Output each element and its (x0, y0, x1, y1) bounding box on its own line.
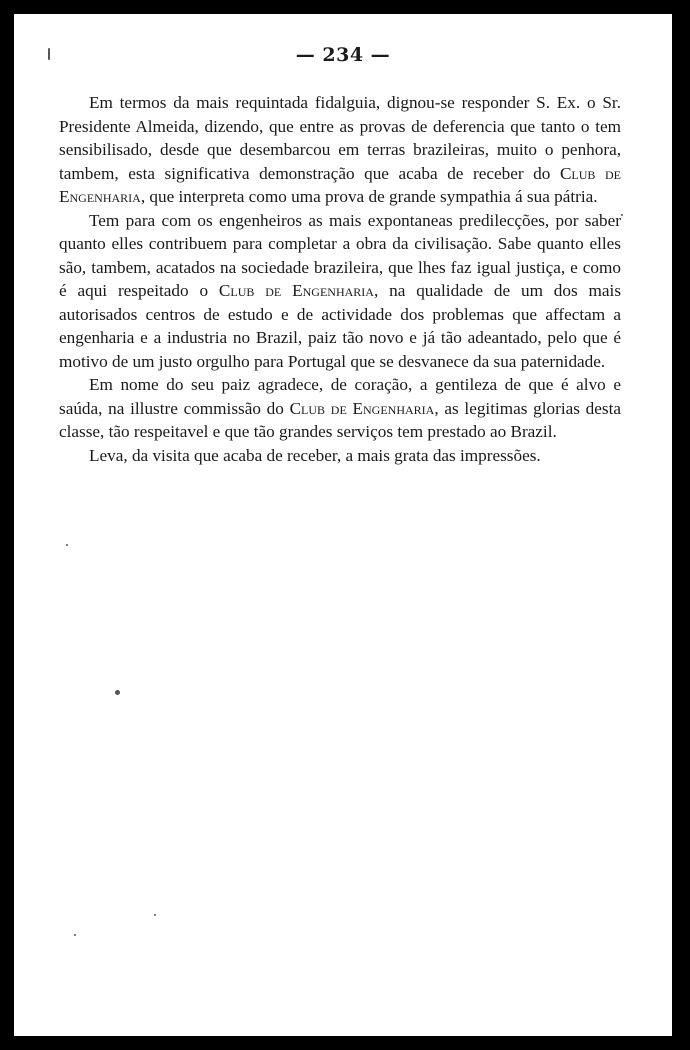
paragraph-4 (59, 444, 621, 468)
paragraph-text: , que interpreta como uma prova de grande sympathia á sua pátria. (140, 187, 598, 206)
paragraph-text: Tem para com os engenheiros as mais expontaneas predilecções, por saber quanto elles contribuem para completar a obra da civilisação. Sabe quanto elles são, tambem, acatados na sociedade brazileira, que lhes faz igual justiça, e como é aqui respeitado o (59, 210, 621, 300)
paragraph-text: Leva, da visita que acaba de receber, a mais grata das impressões. (89, 445, 541, 465)
paragraph-3 (59, 373, 621, 444)
page-number: — 234 — (295, 44, 391, 66)
paragraph-text: , as legitimas glorias desta classe, tão respeitavel e que tão grandes serviços tem prestado ao Brazil. (59, 398, 621, 441)
scan-speck (74, 934, 76, 936)
scan-speck (154, 914, 156, 916)
paragraph-text: , na qualidade de um dos mais autorisados centros de estudo e de actividade dos problemas que affectam a engenharia e a industria no Brazil, paiz tão novo e já tão adeantado, pelo que é motivo de um justo orgulho para Portugal que se desvanece da sua paternidade. (59, 281, 622, 371)
paragraph-2 (59, 209, 621, 374)
scan-speck (621, 214, 623, 216)
club-name: Club de Engenharia (59, 163, 621, 206)
club-name: Club de Engenharia (289, 398, 435, 418)
body-text (59, 91, 621, 467)
scan-speck (115, 690, 120, 695)
scan-speck (66, 544, 68, 546)
scan-speck (48, 48, 50, 60)
paragraph-text: Em nome do seu paiz agradece, de coração, a gentileza de que é alvo e saúda, na illustre commissão do (59, 375, 621, 418)
document-page (14, 14, 672, 1036)
paragraph-text: Em termos da mais requintada fidalguia, dignou-se responder S. Ex. o Sr. Presidente Almeida, dizendo, que entre as provas de deferencia que tanto o tem sensibilisado, desde que desembarcou em terras brazileiras, muito o penhora, tambem, esta significativa demonstração que acaba de receber do (59, 93, 621, 183)
club-name: Club de Engenharia (218, 281, 374, 300)
paragraph-1 (59, 91, 621, 209)
